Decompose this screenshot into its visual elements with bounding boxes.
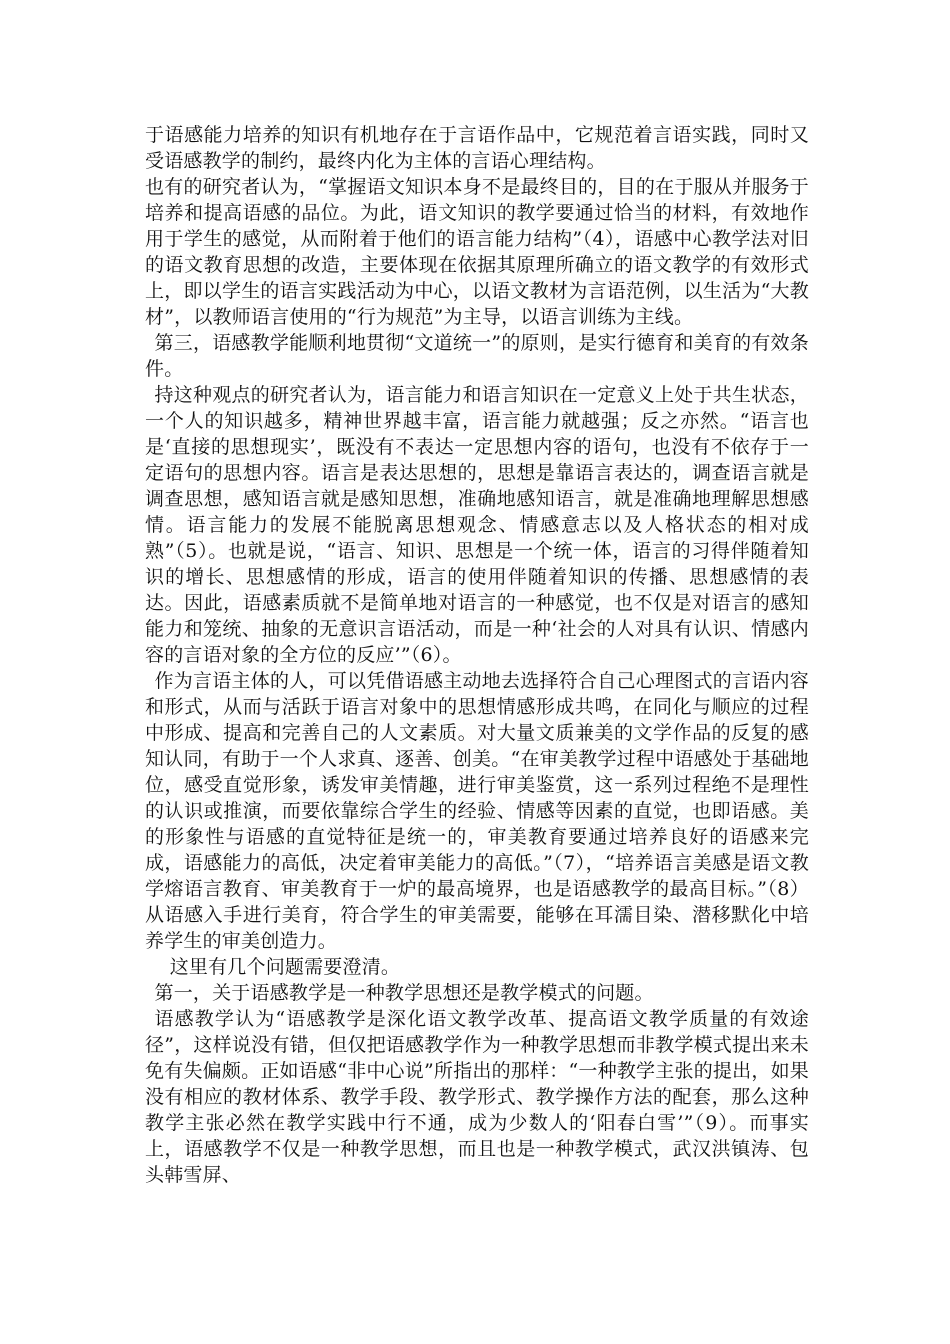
paragraph-1: 于语感能力培养的知识有机地存在于言语作品中，它规范着言语实践，同时又受语感教学的制约，最终内化为主体的言语心理结构。	[145, 124, 809, 172]
paragraph-2: 也有的研究者认为，“掌握语文知识本身不是最终目的，目的在于服从并服务于培养和提高语感的品位。为此，语文知识的教学要通过恰当的材料，有效地作用于学生的感觉，从而附着于他们的语言能力结构”（4），语感中心教学法对旧的语文教育思想的改造，主要体现在依据其原理所确立的语文教学的有效形式上，即以学生的语言实践活动为中心，以语文教材为言语范例，以生活为“大教材”，以教师语言使用的“行为规范”为主导，以语言训练为主线。	[145, 176, 809, 328]
paragraph-5: 作为言语主体的人，可以凭借语感主动地去选择符合自己心理图式的言语内容和形式，从而与活跃于语言对象中的思想情感形成共鸣，在同化与顺应的过程中形成、提高和完善自己的人文素质。对大量文质兼美的文学作品的反复的感知认同，有助于一个人求真、逐善、创美。“在审美教学过程中语感处于基础地位，感受直觉形象，诱发审美情趣，进行审美鉴赏，这一系列过程绝不是理性的认识或推演，而要依靠综合学生的经验、情感等因素的直觉，也即语感。美的形象性与语感的直觉特征是统一的，审美教育要通过培养良好的语感来完成，语感能力的高低，决定着审美能力的高低。”（7），“培养语言美感是语文教学熔语言教育、审美教育于一炉的最高境界，也是语感教学的最高目标。”（8）从语感入手进行美育，符合学生的审美需要，能够在耳濡目染、潜移默化中培养学生的审美创造力。	[145, 670, 809, 952]
paragraph-8: 语感教学认为“语感教学是深化语文教学改革、提高语文教学质量的有效途径”，这样说没有错，但仅把语感教学作为一种教学思想而非教学模式提出来未免有失偏颇。正如语感“非中心说”所指出的那样：“一种教学主张的提出，如果没有相应的教材体系、教学手段、教学形式、教学操作方法的配套，那么这种教学主张必然在教学实践中行不通，成为少数人的‘阳春白雪’”（9）。而事实上，语感教学不仅是一种教学思想，而且也是一种教学模式，武汉洪镇涛、包头韩雪屏、	[145, 1008, 809, 1186]
document-page	[145, 122, 809, 1188]
paragraph-6: 这里有几个问题需要澄清。	[169, 956, 401, 978]
paragraph-4: 持这种观点的研究者认为，语言能力和语言知识在一定意义上处于共生状态，一个人的知识越多，精神世界越丰富，语言能力就越强；反之亦然。“语言也是‘直接的思想现实’，既没有不表达一定思想内容的语句，也没有不依存于一定语句的思想内容。语言是表达思想的，思想是靠语言表达的，调查语言就是调查思想，感知语言就是感知思想，准确地感知语言，就是准确地理解思想感情。语言能力的发展不能脱离思想观念、情感意志以及人格状态的相对成熟”（5）。也就是说，“语言、知识、思想是一个统一体，语言的习得伴随着知识的增长、思想感情的形成，语言的使用伴随着知识的传播、思想感情的表达。因此，语感素质就不是简单地对语言的一种感觉，也不仅是对语言的感知能力和笼统、抽象的无意识言语活动，而是一种‘社会的人对具有认识、情感内容的言语对象的全方位的反应’”（6）。	[145, 384, 809, 666]
paragraph-7: 第一，关于语感教学是一种教学思想还是教学模式的问题。	[154, 982, 654, 1004]
paragraph-3: 第三，语感教学能顺利地贯彻“文道统一”的原则，是实行德育和美育的有效条件。	[145, 332, 809, 380]
